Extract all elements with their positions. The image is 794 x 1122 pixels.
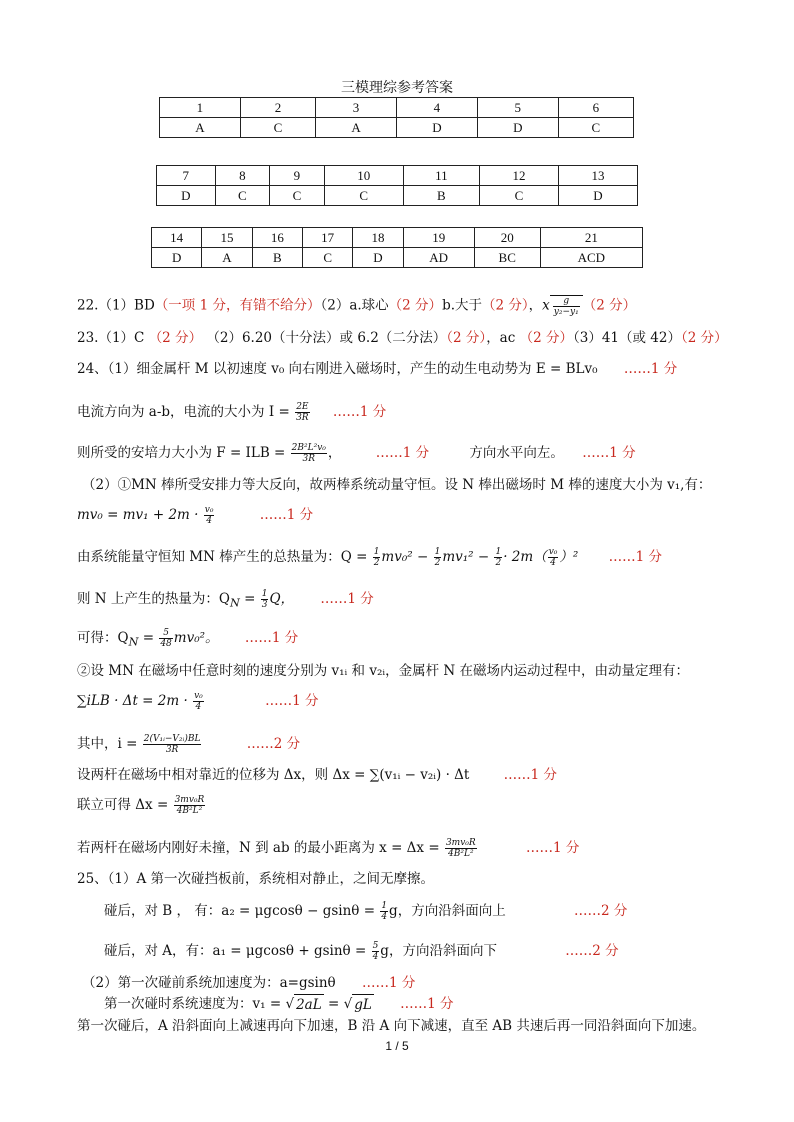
q24-line-7 — [77, 589, 374, 614]
equation: mv₁² − — [442, 549, 490, 565]
table-cell: 10 — [324, 166, 403, 186]
numerator: 2(V₁ᵢ−V₂ᵢ)BL — [143, 734, 201, 744]
text: 碰后，对 B ， 有：a₂ = μgcosθ − gsinθ = — [104, 903, 376, 919]
denominator: 2 — [373, 558, 380, 568]
numerator: 5 — [159, 628, 172, 639]
score-note: ……2 分 — [565, 943, 619, 959]
text: （2）第一次碰前系统加速度为：a=gsinθ — [82, 975, 336, 991]
numerator: v₀ — [194, 691, 203, 701]
fraction — [434, 547, 442, 568]
table-row — [157, 166, 638, 186]
denominator: 2 — [434, 558, 441, 568]
score-note: ……1 分 — [503, 767, 558, 783]
q24-line-13 — [77, 795, 206, 816]
text: 第一次碰时系统速度为：v₁ = — [104, 996, 282, 1012]
score-note: （2 分） — [680, 330, 728, 346]
score-note: （一项 1 分，有错不给分） — [154, 297, 321, 314]
radicand: 2aL — [294, 994, 324, 1015]
text: 第一次碰后，A 沿斜面向上减速再向下加速，B 沿 A 向下减速，直至 AB 共速后再一同沿斜面向下加速。 — [77, 1018, 706, 1034]
text: ， — [327, 445, 342, 461]
denominator: y₂−y₁ — [553, 307, 579, 317]
table-cell: 6 — [558, 98, 633, 118]
fraction — [553, 296, 580, 317]
equation: Q， — [269, 591, 295, 607]
table-cell: C — [240, 118, 315, 138]
text: （2）6.20（十分法）或 6.2（二分法） — [206, 330, 447, 346]
denominator: 3 — [261, 600, 268, 610]
numerator: 3mv₀R — [174, 795, 205, 805]
page-number: 1 / 5 — [385, 1039, 409, 1053]
text: g，方向沿斜面向上 — [389, 903, 506, 919]
table-cell: 15 — [202, 228, 252, 248]
score-note: （2 分） — [388, 297, 443, 314]
score-note: ……1 分 — [400, 996, 454, 1012]
text: 其中，i = — [77, 736, 138, 752]
text: = — [239, 591, 256, 607]
fraction — [373, 547, 381, 568]
numerator: 1 — [381, 901, 388, 911]
fraction — [193, 691, 204, 712]
table-cell: B — [252, 248, 302, 268]
numerator: 1 — [495, 547, 502, 557]
text: 则 N 上产生的热量为：Q — [77, 591, 230, 607]
q24-line-1 — [77, 359, 677, 379]
text: （2）a.球心 — [320, 297, 389, 314]
fraction — [380, 901, 388, 922]
table-cell: 13 — [558, 166, 637, 186]
score-note: （2 分） — [519, 330, 573, 346]
table-cell: C — [270, 186, 325, 206]
denominator: 3R — [302, 454, 316, 464]
denominator: 4 — [195, 702, 202, 712]
table-cell: 2 — [240, 98, 315, 118]
text: ，ac — [486, 330, 516, 346]
text: ， — [528, 297, 543, 314]
text: ②设 MN 在磁场中任意时刻的速度分别为 v₁ᵢ 和 v₂ᵢ，金属杆 N 在磁场内运动过程中，由动量定理有： — [77, 663, 689, 679]
q24-line-6 — [77, 547, 662, 568]
text: 22.（1）BD — [77, 297, 155, 314]
text: 23.（1）C — [77, 330, 145, 346]
table-cell: A — [316, 118, 397, 138]
text: 电流方向为 a-b，电流的大小为 I = — [77, 404, 290, 420]
denominator: 4B²L² — [448, 849, 474, 859]
table-cell: 3 — [316, 98, 397, 118]
fraction — [548, 547, 559, 568]
table-cell: C — [558, 118, 633, 138]
table-cell: C — [215, 186, 270, 206]
sqrt: √ 2aL — [285, 996, 322, 1013]
fraction — [261, 589, 269, 610]
table-cell: AD — [403, 248, 474, 268]
sqrt — [550, 295, 583, 317]
table-cell: 5 — [477, 98, 558, 118]
math-var: x — [542, 297, 550, 314]
fraction — [143, 734, 202, 755]
answer-table-2 — [156, 165, 638, 206]
fraction — [445, 838, 477, 859]
q25-line-1 — [77, 869, 434, 889]
text: 25、（1）A 第一次碰挡板前，系统相对静止，之间无摩擦。 — [77, 871, 435, 887]
score-note: ……1 分 — [525, 840, 580, 856]
denominator: 4 — [550, 558, 556, 568]
table-cell: C — [324, 186, 403, 206]
table-cell: 19 — [403, 228, 474, 248]
answer-table-1 — [159, 97, 634, 138]
equation: mv₀² − — [381, 549, 429, 565]
table-cell: 8 — [215, 166, 270, 186]
numerator: 5 — [372, 941, 379, 951]
text: 则所受的安培力大小为 F = ILB = — [77, 445, 286, 461]
equation: mv₀²。 — [173, 630, 219, 646]
table-cell: A — [160, 118, 241, 138]
table-row — [160, 98, 634, 118]
table-cell: D — [477, 118, 558, 138]
score-note: ……1 分 — [332, 404, 387, 420]
denominator: 4 — [381, 912, 388, 922]
score-note: （2 分） — [148, 330, 203, 346]
numerator: v₀ — [548, 547, 558, 557]
text: = — [138, 630, 155, 646]
fraction — [295, 402, 310, 423]
numerator: 1 — [434, 547, 441, 557]
answer-table-3 — [151, 227, 643, 268]
score-note: （2 分） — [482, 297, 529, 314]
table-cell: B — [403, 186, 479, 206]
sqrt: √ gL — [343, 996, 372, 1013]
q25-line-3 — [104, 941, 619, 962]
text: b.大于 — [442, 297, 482, 314]
equation: ）² — [559, 549, 579, 565]
q25-line-6 — [77, 1016, 705, 1036]
table-cell: C — [480, 186, 559, 206]
radicand: gL — [352, 994, 374, 1015]
score-note: ……1 分 — [375, 445, 430, 461]
equation: mv₀ = mv₁ + 2m · — [77, 507, 199, 523]
equation: · 2m（ — [503, 549, 547, 565]
text: 碰后，对 A，有：a₁ = μgcosθ + gsinθ = — [104, 943, 367, 959]
table-cell: ACD — [540, 248, 642, 268]
table-cell: 7 — [157, 166, 216, 186]
score-note: ……1 分 — [320, 591, 374, 607]
table-cell: 12 — [480, 166, 559, 186]
denominator: 3R — [165, 745, 179, 755]
answer-22 — [77, 295, 636, 317]
table-cell: 18 — [353, 228, 403, 248]
text: 可得：Q — [77, 630, 129, 646]
q24-line-4 — [82, 475, 711, 495]
q24-line-9 — [77, 661, 689, 681]
table-row — [152, 228, 643, 248]
equation: ∑iLB · Δt = 2m · — [77, 693, 188, 709]
score-note: ……1 分 — [608, 549, 662, 565]
score-note: ……1 分 — [361, 975, 416, 991]
fraction — [159, 628, 172, 649]
text: g，方向沿斜面向下 — [380, 943, 497, 959]
score-note: ……2 分 — [574, 903, 628, 919]
q24-line-12 — [77, 765, 557, 785]
q25-line-4 — [82, 973, 415, 993]
table-cell: 21 — [540, 228, 642, 248]
table-row — [152, 248, 643, 268]
table-cell: 17 — [302, 228, 352, 248]
score-note: ……1 分 — [259, 507, 314, 523]
denominator: 3R — [296, 413, 309, 423]
subscript: N — [229, 596, 240, 610]
text: 若两杆在磁场内刚好未撞，N 到 ab 的最小距离为 x = Δx = — [77, 840, 440, 856]
text: 设两杆在磁场中相对靠近的位移为 Δx，则 Δx = ∑(v₁ᵢ − v₂ᵢ) · Δt — [77, 767, 470, 783]
table-cell: 20 — [474, 228, 540, 248]
table-cell: 14 — [152, 228, 202, 248]
table-row — [157, 186, 638, 206]
score-note: ……1 分 — [623, 361, 678, 377]
numerator: 1 — [373, 547, 380, 557]
table-cell: 1 — [160, 98, 241, 118]
score-note: ……2 分 — [246, 736, 301, 752]
text: （3）41（或 42） — [572, 330, 681, 346]
q24-line-8 — [77, 628, 298, 653]
denominator: 2 — [495, 558, 502, 568]
fraction — [291, 443, 327, 464]
score-note: （2 分） — [446, 330, 487, 346]
text: 24、（1）细金属杆 M 以初速度 v₀ 向右刚进入磁场时，产生的动生电动势为 E = BLv₀ — [77, 361, 598, 377]
table-cell: D — [157, 186, 216, 206]
denominator: 4 — [372, 952, 379, 962]
page-title: 三模理综参考答案 — [341, 80, 453, 96]
fraction — [494, 547, 502, 568]
numerator: g — [553, 296, 580, 307]
answer-23 — [77, 328, 728, 348]
table-cell: D — [152, 248, 202, 268]
text: （2）①MN 棒所受安排力等大反向，故两棒系统动量守恒。设 N 棒出磁场时 M 棒的速度大小为 v₁,有： — [82, 477, 712, 493]
q25-line-5 — [104, 994, 453, 1015]
q24-line-2 — [77, 402, 386, 423]
score-note: ……1 分 — [265, 693, 319, 709]
fraction — [372, 941, 380, 962]
table-cell: 4 — [396, 98, 477, 118]
table-cell: C — [302, 248, 352, 268]
text: 方向水平向左。 — [469, 445, 564, 461]
text: 由系统能量守恒知 MN 棒产生的总热量为：Q = — [77, 549, 368, 565]
table-cell: 11 — [403, 166, 479, 186]
table-cell: BC — [474, 248, 540, 268]
numerator: v₀ — [204, 505, 214, 515]
table-cell: D — [558, 186, 637, 206]
score-note: ……1 分 — [244, 630, 299, 646]
denominator: 4 — [206, 516, 212, 526]
numerator: 3mv₀R — [445, 838, 476, 848]
numerator: 2B²L²v₀ — [291, 443, 326, 453]
score-note: ……1 分 — [582, 445, 636, 461]
q25-line-2 — [104, 901, 627, 922]
text: 联立可得 Δx = — [77, 797, 169, 813]
table-row — [160, 118, 634, 138]
q24-line-10 — [77, 691, 318, 712]
numerator: 2E — [296, 402, 309, 412]
q24-line-5 — [77, 505, 313, 526]
q24-line-14 — [77, 838, 579, 859]
q24-line-3 — [77, 443, 636, 464]
subscript: N — [128, 635, 139, 649]
text: = — [323, 996, 340, 1012]
q24-line-11 — [77, 734, 300, 755]
table-cell: D — [396, 118, 477, 138]
denominator: 4B²L² — [176, 806, 203, 816]
table-cell: D — [353, 248, 403, 268]
denominator: 48 — [160, 639, 172, 649]
numerator: 1 — [261, 589, 268, 599]
table-cell: A — [202, 248, 252, 268]
score-note: （2 分） — [582, 297, 637, 314]
table-cell: 9 — [270, 166, 325, 186]
fraction — [174, 795, 206, 816]
table-cell: 16 — [252, 228, 302, 248]
fraction — [204, 505, 215, 526]
